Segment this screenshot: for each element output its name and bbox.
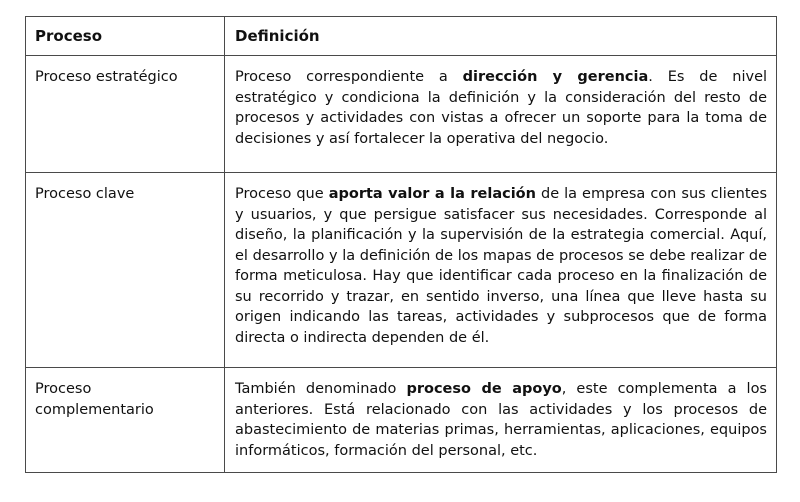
definicion-highlight: aporta valor a la relación: [328, 186, 536, 202]
table-row: [26, 56, 777, 173]
cell-definicion: [225, 173, 777, 368]
header-proceso: [26, 17, 225, 56]
table-row: [26, 173, 777, 368]
definicion-text: [225, 368, 776, 468]
cell-definicion: [225, 56, 777, 173]
cell-proceso: [26, 173, 225, 368]
proceso-name-line1: Proceso: [35, 381, 92, 397]
cell-proceso: [26, 56, 225, 173]
definicion-text-start: Proceso que: [235, 186, 329, 202]
definicion-text-start: Proceso correspondiente a: [235, 69, 463, 85]
proceso-name: [26, 368, 224, 420]
cell-definicion: [225, 368, 777, 473]
table-header-row: [26, 17, 777, 56]
definicion-text: [225, 173, 776, 355]
definicion-highlight: dirección y gerencia: [462, 69, 649, 85]
definicion-text-end: , este complementa a los anteriores. Está relacionado con las actividades y los procesos de abastecimiento de materias primas, herramientas, aplicaciones, equipos informáticos, formación del personal, etc.: [235, 381, 767, 459]
header-definicion-label: Definición: [235, 27, 320, 45]
table-row: [26, 368, 777, 473]
proceso-name-line2: complementario: [35, 401, 154, 418]
process-table: [25, 16, 777, 473]
proceso-name: Proceso estratégico: [35, 69, 178, 85]
proceso-name: Proceso clave: [35, 186, 135, 202]
definicion-text-end: de la empresa con sus clientes y usuarios, y que persigue satisfacer sus necesidades. Corresponde al diseño, la planificación y la supervisión de la estrategia comercial. Aquí, el desarrollo y la definición de los mapas de procesos se debe realizar de forma meticulosa. Hay que identificar cada proceso en la finalización de su recorrido y trazar, en sentido inverso, una línea que lleve hasta su origen indicando las tareas, actividades y subprocesos que de forma directa o indirecta dependen de él.: [235, 186, 768, 346]
definicion-text-end: . Es de nivel estratégico y condiciona la definición y la consideración del resto de procesos y actividades con vistas a ofrecer un soporte para la toma de decisiones y así fortalecer la operativa del negocio.: [235, 69, 768, 147]
definicion-highlight: proceso de apoyo: [406, 381, 562, 397]
definicion-text: [225, 56, 776, 156]
header-definicion: [225, 17, 777, 56]
header-proceso-label: Proceso: [35, 27, 102, 45]
definicion-text-start: También denominado: [235, 381, 407, 397]
cell-proceso: [26, 368, 225, 473]
